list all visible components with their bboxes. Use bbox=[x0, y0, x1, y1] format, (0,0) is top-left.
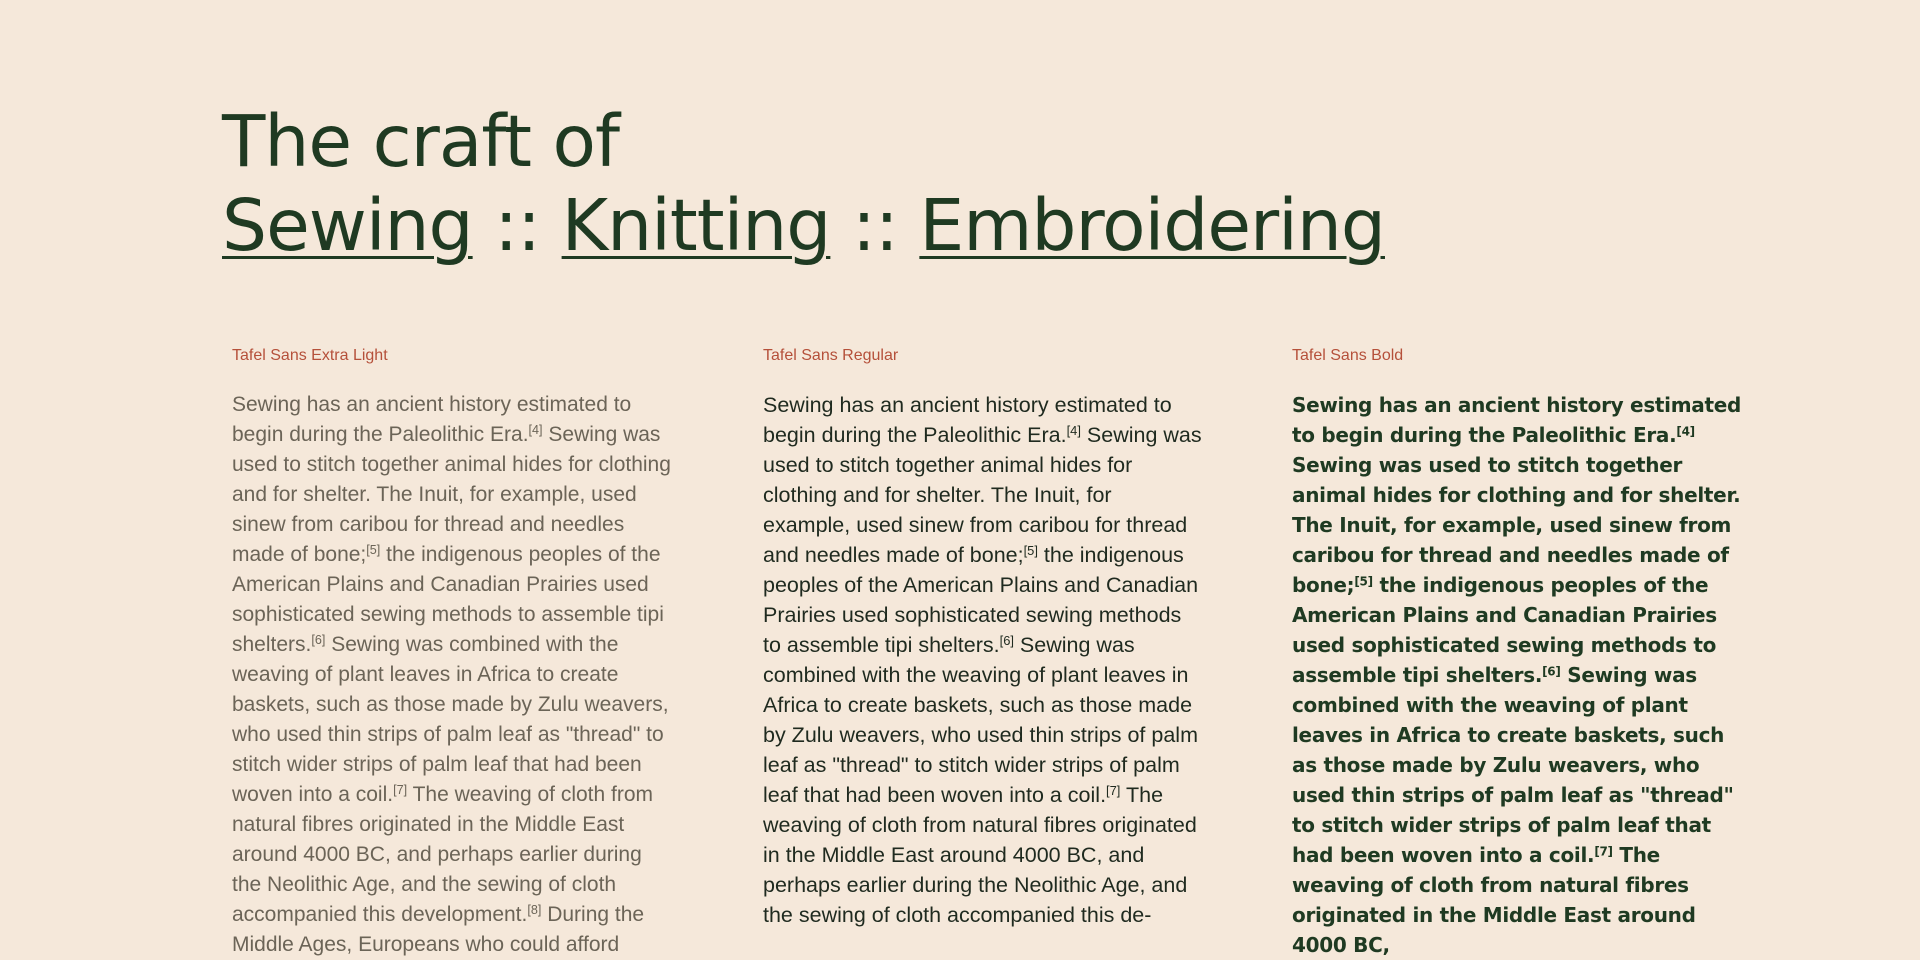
column-extra-light bbox=[232, 346, 672, 960]
footnote-ref[interactable]: [6] bbox=[1542, 664, 1561, 679]
sewing-link[interactable]: Sewing bbox=[222, 184, 473, 267]
footnote-ref[interactable]: [6] bbox=[999, 632, 1014, 648]
body-text: Sewing has an ancient history estimated to begin during the Paleolithic Era.[4] Sewing was used to stitch together animal hides for clothing and for shelter. The Inuit, for example, used sinew from caribou for thread and needles made of bone;[5] the indigenous peoples of the American Plains and Canadian Prairies used sophisticated sewing methods to assemble tipi shelters.[6] Sewing was combined with the weaving of plant leaves in Africa to create baskets, such as those made by Zulu weavers, who used thin strips of palm leaf as "thread" to stitch wider strips of palm leaf that had been woven into a coil.[7] The weaving of cloth from natural fibres originated in the Middle East around 4000 BC, and perhaps earlier during the Neolithic Age, and the sewing of cloth accompanied this de- bbox=[763, 393, 1202, 927]
title-line-1: The craft of bbox=[222, 100, 619, 183]
footnote-ref[interactable]: [8] bbox=[527, 903, 542, 918]
footnote-ref[interactable]: [4] bbox=[528, 423, 543, 438]
footnote-ref[interactable]: [4] bbox=[1676, 424, 1695, 439]
footnote-ref[interactable]: [6] bbox=[311, 633, 326, 648]
embroidering-link[interactable]: Embroidering bbox=[919, 184, 1385, 267]
footnote-ref[interactable]: [5] bbox=[1023, 542, 1038, 558]
font-label: Tafel Sans Extra Light bbox=[232, 347, 388, 364]
body-text: Sewing has an ancient history estimated to begin during the Paleolithic Era.[4] Sewing was used to stitch together animal hides for clothing and for shelter. The Inuit, for example, used sinew from caribou for thread and needles made of bone;[5] the indigenous peoples of the American Plains and Canadian Prairies used sophisticated sewing methods to assemble tipi shelters.[6] Sewing was combined with the weaving of plant leaves in Africa to create baskets, such as those made by Zulu weavers, who used thin strips of palm leaf as "thread" to stitch wider strips of palm leaf that had been woven into a coil.[7] The weaving of cloth from natural fibres originated in the Middle East around 4000 BC, bbox=[1292, 393, 1742, 957]
font-label: Tafel Sans Regular bbox=[763, 347, 899, 364]
title-separator: :: bbox=[830, 184, 920, 267]
column-bold bbox=[1292, 346, 1747, 960]
title-separator: :: bbox=[472, 184, 562, 267]
footnote-ref[interactable]: [7] bbox=[1594, 844, 1613, 859]
footnote-ref[interactable]: [7] bbox=[393, 783, 408, 798]
knitting-link[interactable]: Knitting bbox=[561, 184, 831, 267]
body-text: Sewing has an ancient history estimated to begin during the Paleolithic Era.[4] Sewing was used to stitch together animal hides for clothing and for shelter. The Inuit, for example, used sinew from caribou for thread and needles made of bone;[5] the indigenous peoples of the American Plains and Canadian Prairies used sophisticated sewing methods to assemble tipi shelters.[6] Sewing was combined with the weaving of plant leaves in Africa to create baskets, such as those made by Zulu weavers, who used thin strips of palm leaf as "thread" to stitch wider strips of palm leaf that had been woven into a coil.[7] The weaving of cloth from natural fibres originated in the Middle East around 4000 BC, and perhaps earlier during the Neolithic Age, and the sewing of cloth accompanied this development.[8] During the Middle Ages, Europeans who could afford bbox=[232, 393, 671, 956]
font-label: Tafel Sans Bold bbox=[1292, 347, 1404, 364]
footnote-ref[interactable]: [7] bbox=[1106, 782, 1121, 798]
footnote-ref[interactable]: [4] bbox=[1066, 422, 1081, 438]
footnote-ref[interactable]: [5] bbox=[1354, 574, 1373, 589]
page-title bbox=[222, 100, 1385, 268]
footnote-ref[interactable]: [5] bbox=[366, 543, 381, 558]
column-regular bbox=[763, 346, 1203, 930]
